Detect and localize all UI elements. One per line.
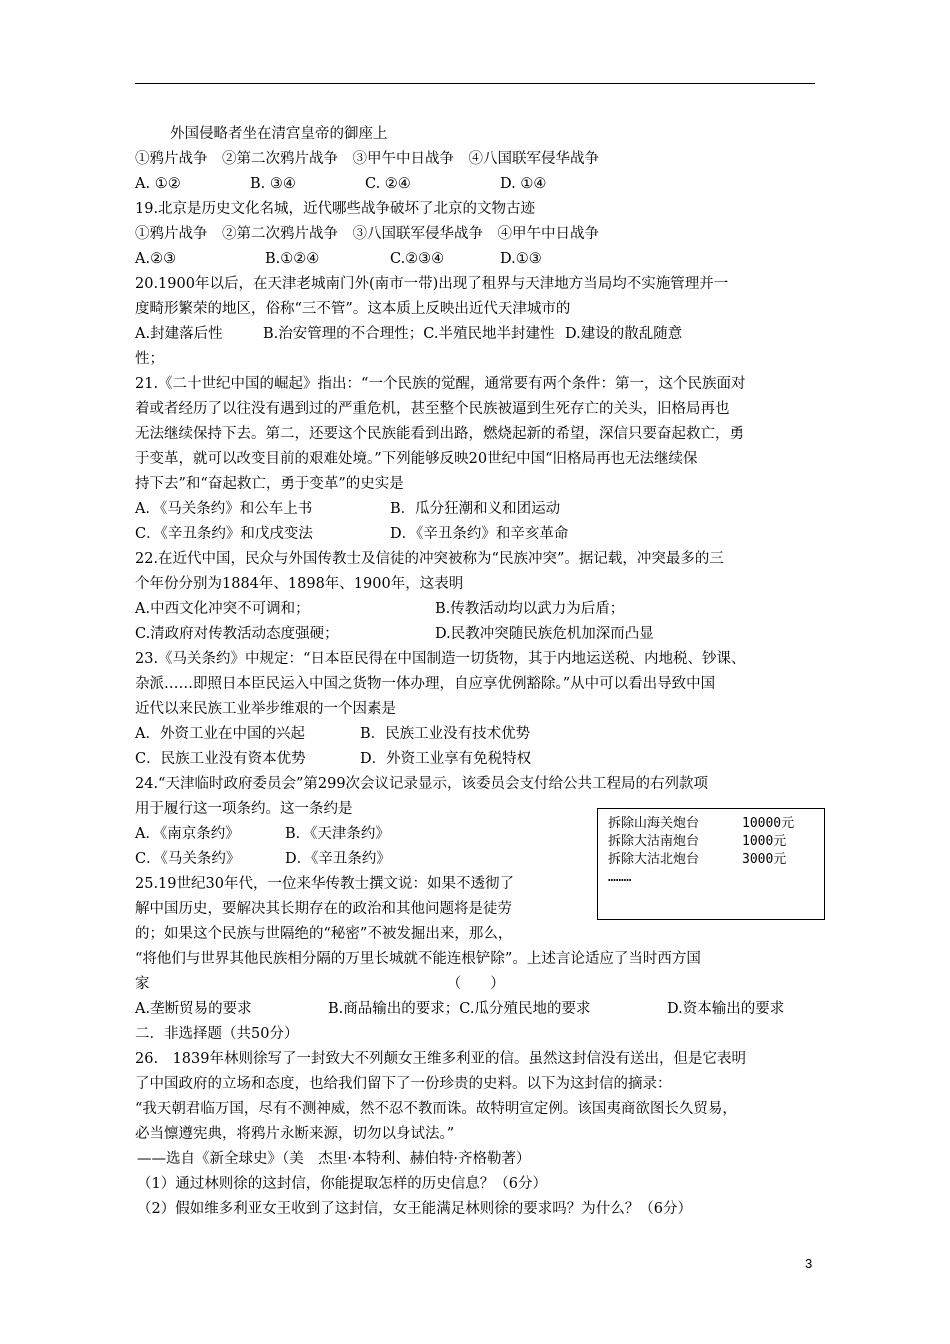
- text-line: 20.1900年以后，在天津老城南门外(南市一带)出现了租界与天津地方当局均不实施管理并一: [135, 276, 729, 292]
- text-line: “将他们与世界其他民族相分隔的万里长城就不能连根铲除”。上述言论适应了当时西方国: [135, 951, 701, 967]
- text-line: 于变革，就可以改变目前的艰难处境。”下列能够反映20世纪中国“旧格局再也无法继续保: [135, 451, 698, 467]
- option-text: C．《辛丑条约》和戊戌变法: [135, 526, 313, 542]
- header-rule: [135, 83, 815, 84]
- options-row: [135, 497, 815, 522]
- text-line: ①鸦片战争 ②第二次鸦片战争 ③八国联军侵华战争 ④甲午中日战争: [135, 226, 599, 242]
- text-line: ——选自《新全球史》（美 杰里·本特利、赫伯特·齐格勒著）: [137, 1151, 531, 1167]
- payment-amount: 3000元: [742, 852, 787, 867]
- option-text: B. ③④: [250, 176, 296, 192]
- payment-item: 拆除山海关炮台: [608, 816, 700, 831]
- text-line: 家 （ ）: [135, 976, 505, 992]
- options-row: [135, 597, 815, 622]
- text-line: 解中国历史，要解决其长期存在的政治和其他问题将是徒劳: [135, 901, 512, 917]
- payment-amount: 10000元: [742, 816, 795, 831]
- options-row: [135, 747, 815, 772]
- payment-item: 拆除大沽北炮台: [608, 852, 700, 867]
- option-text: B．瓜分狂潮和义和团运动: [390, 501, 561, 517]
- text-line: “我天朝君临万国，尽有不测神威，然不忍不教而诛。故特明宣定例。该国夷商欲图长久贸易，: [135, 1101, 737, 1117]
- option-text: B.治安管理的不合理性；C.半殖民地半封建性: [263, 326, 555, 342]
- text-line: 无法继续保持下去。第二，还要这个民族能看到出路，燃烧起新的希望，深信只要奋起救亡，勇: [135, 426, 744, 442]
- option-text: A. ①②: [135, 176, 181, 192]
- text-line: 26. 1839年林则徐写了一封致大不列颠女王维多利亚的信。虽然这封信没有送出，但是它表明: [135, 1051, 746, 1067]
- option-text: B.商品输出的要求；C.瓜分殖民地的要求: [328, 1001, 591, 1017]
- option-text: A.中西文化冲突不可调和；: [135, 601, 310, 617]
- option-text: B．《天津条约》: [285, 826, 390, 842]
- payment-row: [608, 815, 824, 833]
- options-row: [135, 997, 815, 1022]
- text-line: 25.19世纪30年代，一位来华传教士撰文说：如果不透彻了: [135, 876, 514, 892]
- text-line: 持下去”和“奋起救亡，勇于变革”的史实是: [135, 476, 404, 492]
- option-text: B.传教活动均以武力为后盾；: [435, 601, 625, 617]
- option-text: A．《南京条约》: [135, 826, 240, 842]
- option-text: C．民族工业没有资本优势: [135, 751, 306, 767]
- options-row: [135, 172, 815, 197]
- payment-row: [608, 851, 824, 869]
- payment-amount: 1000元: [742, 834, 787, 849]
- option-text: C.②③④: [390, 251, 445, 267]
- options-row: [135, 622, 815, 647]
- option-text: D. ①④: [500, 176, 547, 192]
- payment-item: 拆除大沽南炮台: [608, 834, 700, 849]
- text-line: 了中国政府的立场和态度，也给我们留下了一份珍贵的史料。以下为这封信的摘录：: [135, 1076, 672, 1092]
- text-line: 24.“天津临时政府委员会”第299次会议记录显示，该委员会支付给公共工程局的右列款项: [135, 776, 709, 792]
- option-text: A.②③: [135, 251, 177, 267]
- text-line: ①鸦片战争 ②第二次鸦片战争 ③甲午中日战争 ④八国联军侵华战争: [135, 151, 599, 167]
- text-line: 二．非选择题（共50分）: [135, 1026, 299, 1042]
- text-line: （2）假如维多利亚女王收到了这封信，女王能满足林则徐的要求吗？为什么？（6分）: [137, 1201, 692, 1217]
- text-line: （1）通过林则徐的这封信，你能提取怎样的历史信息？（6分）: [137, 1176, 547, 1192]
- page-number: 3: [805, 1256, 813, 1271]
- option-text: D.①③: [500, 251, 542, 267]
- text-line: 用于履行这一项条约。这一条约是: [135, 801, 353, 817]
- option-text: D.民教冲突随民族危机加深而凸显: [435, 626, 654, 642]
- option-text: A.封建落后性: [135, 326, 223, 342]
- option-text: D.建设的散乱随意: [565, 326, 683, 342]
- options-row: [135, 247, 815, 272]
- payment-table-box: [597, 808, 825, 920]
- option-text: A．《马关条约》和公车上书: [135, 501, 313, 517]
- option-text: C．《马关条约》: [135, 851, 241, 867]
- text-line: 性；: [135, 351, 164, 367]
- text-line: 23.《马关条约》中规定：“日本臣民得在中国制造一切货物，其于内地运送税、内地税、钞课、: [135, 651, 746, 667]
- text-line: 外国侵略者坐在清宫皇帝的御座上: [170, 126, 388, 142]
- payment-row: [608, 869, 824, 887]
- option-text: A．外资工业在中国的兴起: [135, 726, 305, 742]
- text-line: 杂派……即照日本臣民运入中国之货物一体办理，自应享优例豁除。”从中可以看出导致中国: [135, 676, 716, 692]
- option-text: D．《辛丑条约》: [285, 851, 391, 867]
- options-row: [135, 722, 815, 747]
- text-line: 着或者经历了以往没有遇到过的严重危机，甚至整个民族被逼到生死存亡的关头，旧格局再也: [135, 401, 730, 417]
- text-line: 个年份分别为1884年、1898年、1900年，这表明: [135, 576, 464, 592]
- option-text: D.资本输出的要求: [667, 1001, 785, 1017]
- options-row: [135, 522, 815, 547]
- option-text: D．《辛丑条约》和辛亥革命: [390, 526, 569, 542]
- text-line: 22.在近代中国，民众与外国传教士及信徒的冲突被称为“民族冲突”。据记载，冲突最多的三: [135, 551, 724, 567]
- document-body: [135, 122, 815, 1222]
- option-text: C. ②④: [365, 176, 411, 192]
- payment-row: [608, 833, 824, 851]
- option-text: B.①②④: [265, 251, 320, 267]
- text-line: 19.北京是历史文化名城，近代哪些战争破坏了北京的文物古迹: [135, 201, 536, 217]
- text-line: 度畸形繁荣的地区，俗称“三不管”。这本质上反映出近代天津城市的: [135, 301, 571, 317]
- text-line: 21.《二十世纪中国的崛起》指出：“一个民族的觉醒，通常要有两个条件：第一，这个民族面对: [135, 376, 746, 392]
- options-row: [135, 322, 815, 347]
- text-line: 的；如果这个民族与世隔绝的“秘密”不被发掘出来，那么，: [135, 926, 513, 942]
- text-line: 近代以来民族工业举步维艰的一个因素是: [135, 701, 396, 717]
- option-text: C.清政府对传教活动态度强硬；: [135, 626, 339, 642]
- payment-item: ………: [608, 870, 632, 885]
- option-text: A.垄断贸易的要求: [135, 1001, 252, 1017]
- option-text: D．外资工业享有免税特权: [360, 751, 532, 767]
- text-line: 必当懔遵宪典，将鸦片永断来源，切勿以身试法。”: [135, 1126, 455, 1142]
- option-text: B．民族工业没有技术优势: [360, 726, 531, 742]
